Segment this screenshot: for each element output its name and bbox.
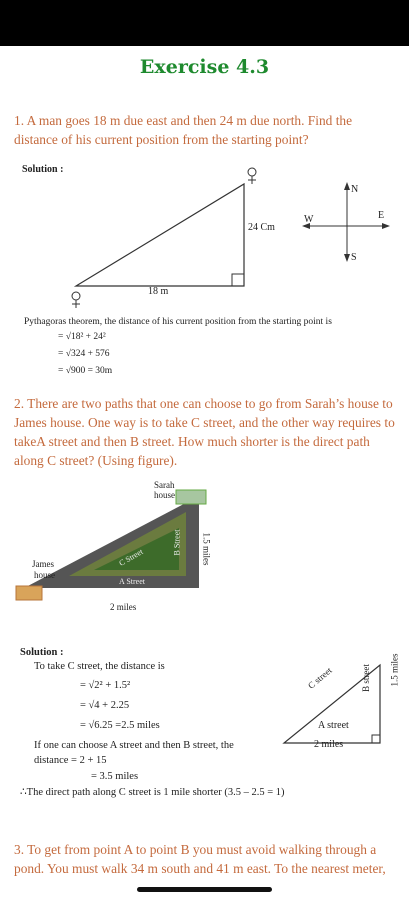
compass-e: E (378, 210, 385, 221)
compass-n: N (351, 184, 359, 195)
miles-vertical-label: 1.5 miles (201, 532, 212, 566)
step-3: = √900 = 30m (58, 366, 113, 376)
sarah-house-label: house (154, 490, 175, 500)
diag-miles: 1.5 miles (389, 653, 400, 687)
solution-line-4: = 3.5 miles (91, 771, 139, 782)
person-start-icon (72, 292, 80, 308)
page-title: Exercise 4.3 (139, 56, 270, 78)
status-bar (0, 0, 409, 46)
diag-c-street: C street (306, 665, 334, 691)
vertical-side-label: 24 Cm (248, 222, 275, 233)
compass-s: S (351, 252, 357, 263)
question-3-text: 3. To get from point A to point B you must avoid walking through a pond. You must walk 34 m south and 41 m east. To the nearest meter, (14, 842, 386, 876)
solution-line-2: If one can choose A street and then B street, the (34, 740, 234, 751)
question-1-text: 1. A man goes 18 m due east and then 24 m due north. Find the distance of his current position from the starting point? (14, 113, 353, 147)
conclusion-line: ∴The direct path along C street is 1 mile shorter (3.5 – 2.5 = 1) (20, 787, 285, 798)
solution-line-3: distance = 2 + 15 (34, 755, 107, 766)
question-2-text: 2. There are two paths that one can choose to go from Sarah’s house to James house. One way is to take C street, and the other way requires to takeA street and then B street. How much shorter is the direct path along C street? (Using figure). (14, 396, 395, 468)
home-indicator[interactable] (137, 887, 272, 892)
explanation-text: Pythagoras theorem, the distance of his current position from the starting point is (24, 317, 332, 327)
diag-two-miles: 2 miles (314, 739, 344, 750)
compass-w: W (304, 214, 314, 225)
james-house-label: house (34, 570, 55, 580)
a-street-label: A Street (119, 577, 145, 586)
solution-line: To take C street, the distance is (34, 661, 165, 672)
step-1: = √2² + 1.5² (80, 680, 131, 691)
solution-label: Solution : (22, 164, 64, 175)
question-2-solution (14, 645, 399, 805)
step-1: = √18² + 24² (58, 332, 106, 342)
question-1-figure (14, 158, 399, 383)
sarah-label: Sarah (154, 480, 175, 490)
step-3: = √6.25 =2.5 miles (80, 720, 160, 731)
james-label: James (32, 559, 54, 569)
b-street-label: B Street (172, 529, 182, 556)
base-side-label: 18 m (148, 286, 169, 297)
compass-icon (302, 182, 390, 262)
triangle-diagram (14, 158, 399, 308)
person-top-icon (248, 168, 256, 184)
solution-label: Solution : (20, 647, 64, 658)
miles-base-label: 2 miles (110, 602, 137, 612)
step-2: = √324 + 576 (58, 349, 110, 359)
question-2-illustration (14, 478, 214, 613)
diag-a-street: A street (318, 720, 349, 731)
c-street-label: C Street (117, 547, 145, 568)
step-2: = √4 + 2.25 (80, 700, 130, 711)
diag-b-street: B street (360, 664, 371, 692)
